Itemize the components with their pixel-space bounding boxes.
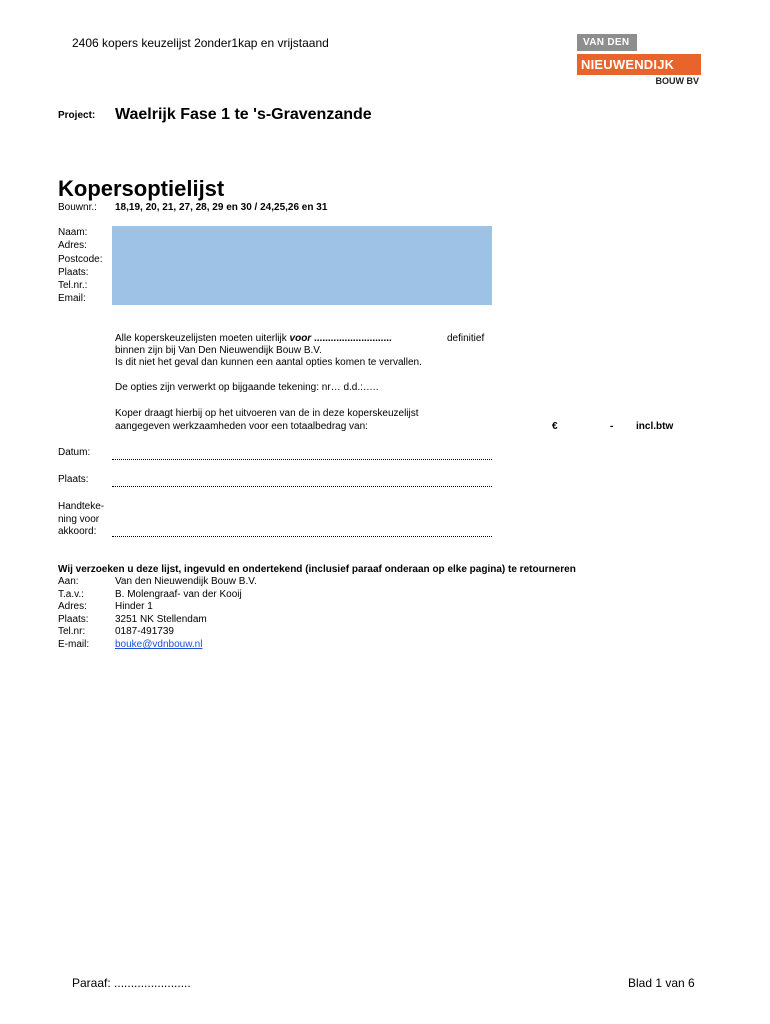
contact-label-tav: T.a.v.: [58, 589, 84, 600]
project-label: Project: [58, 110, 96, 121]
logo-line-1: VAN DEN [577, 34, 637, 51]
logo-line-2: NIEUWENDIJK [577, 54, 701, 75]
incl-btw-label: incl.btw [636, 421, 674, 432]
contact-email-link[interactable]: bouke@vdnbouw.nl [115, 639, 203, 650]
notice-line-1 [115, 333, 392, 346]
contact-label-plaats: Plaats: [58, 614, 89, 625]
notice-definitief: definitief [447, 333, 485, 344]
project-name: Waelrijk Fase 1 te 's-Gravenzande [115, 106, 372, 123]
plaats-label: Plaats: [58, 474, 89, 485]
field-label-naam: Naam: [58, 227, 88, 238]
bouwnr-value: 18,19, 20, 21, 27, 28, 29 en 30 / 24,25,26 en 31 [115, 202, 328, 213]
contact-label-aan: Aan: [58, 576, 79, 587]
total-amount: - [610, 421, 614, 432]
notice-line-6: aangegeven werkzaamheden voor een totaalbedrag van: [115, 421, 368, 432]
contact-value-telnr: 0187-491739 [115, 626, 174, 637]
notice-line-3: Is dit niet het geval dan kunnen een aantal opties komen te vervallen. [115, 357, 422, 368]
company-logo [577, 34, 701, 86]
datum-label: Datum: [58, 447, 91, 458]
plaats-line[interactable] [112, 486, 492, 487]
handtekening-label [58, 501, 104, 539]
page-title: Kopersoptielijst [58, 176, 225, 201]
field-label-plaats: Plaats: [58, 266, 89, 278]
contact-value-plaats: 3251 NK Stellendam [115, 614, 207, 625]
handtekening-label-3: akkoord: [58, 526, 97, 537]
return-instructions: Wij verzoeken u deze lijst, ingevuld en ondertekend (inclusief paraaf onderaan op elke pagina) te retourneren [58, 564, 576, 575]
contact-label-adres: Adres: [58, 601, 87, 612]
notice-deadline-blank: ............................ [311, 333, 392, 344]
notice-voor: voor [289, 333, 312, 344]
contact-label-email: E-mail: [58, 639, 90, 650]
contact-value-adres: Hinder 1 [115, 601, 153, 612]
notice-line-5: Koper draagt hierbij op het uitvoeren van de in deze koperskeuzelijst [115, 408, 419, 419]
handtekening-label-1: Handteke- [58, 501, 105, 512]
logo-line-3: BOUW BV [655, 76, 699, 86]
page-number: Blad 1 van 6 [628, 976, 695, 990]
document-header-title: 2406 kopers keuzelijst 2onder1kap en vrijstaand [72, 36, 329, 50]
customer-details-input-area[interactable] [112, 226, 492, 305]
contact-value-aan: Van den Nieuwendijk Bouw B.V. [115, 576, 257, 587]
contact-label-telnr: Tel.nr: [58, 626, 86, 637]
notice-line-2: binnen zijn bij Van Den Nieuwendijk Bouw B.V. [115, 345, 322, 356]
paraaf-field: Paraaf: ....................... [72, 976, 191, 990]
datum-line[interactable] [112, 459, 492, 460]
field-label-email: Email: [58, 293, 86, 305]
handtekening-label-2: ning voor [58, 513, 100, 525]
signature-line[interactable] [112, 536, 492, 537]
currency-symbol: € [552, 421, 558, 432]
bouwnr-label: Bouwnr.: [58, 202, 97, 213]
contact-value-tav: B. Molengraaf- van der Kooij [115, 589, 242, 600]
field-label-telnr: Tel.nr.: [58, 280, 88, 292]
notice-text: Alle koperskeuzelijsten moeten uiterlijk [115, 333, 290, 344]
notice-line-4: De opties zijn verwerkt op bijgaande tekening: nr… d.d.:….. [115, 382, 379, 393]
customer-field-labels [58, 226, 102, 306]
field-label-postcode: Postcode: [58, 253, 103, 265]
field-label-adres: Adres: [58, 240, 87, 252]
